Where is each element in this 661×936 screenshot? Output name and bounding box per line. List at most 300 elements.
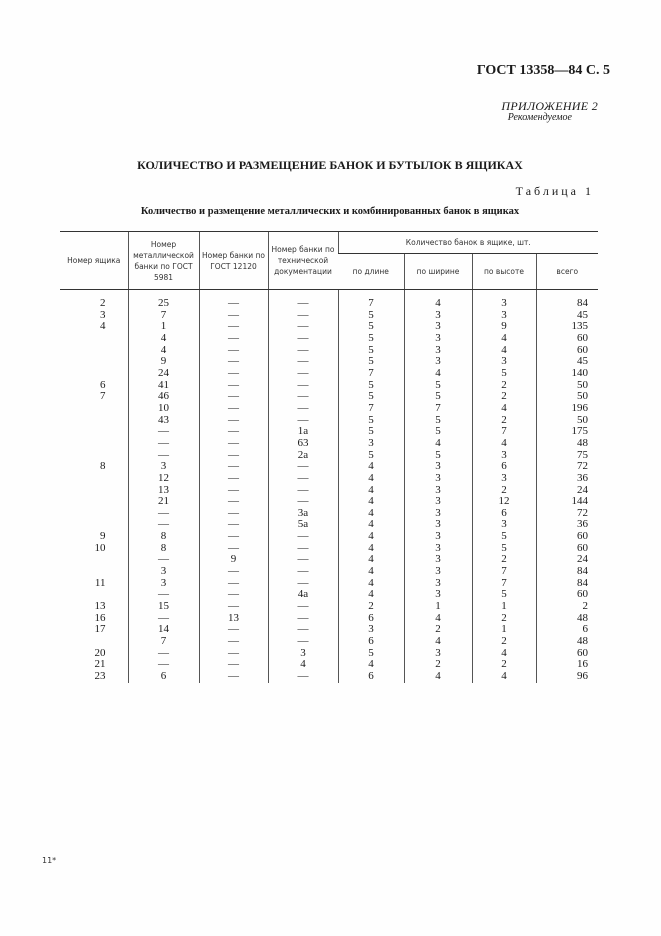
- cell-box-number: 21: [94, 658, 106, 671]
- cell-techdoc: —: [268, 566, 338, 578]
- cell-gost5981: —: [128, 589, 199, 601]
- cell-total: 45: [536, 356, 598, 368]
- table-row: [60, 380, 598, 392]
- cell-width: 4: [404, 368, 472, 380]
- cell-gost12120: —: [199, 496, 268, 508]
- table-row: [60, 473, 598, 485]
- table-caption: Количество и размещение металлических и комбинированных банок в ящиках: [140, 206, 520, 217]
- cell-box-number: [60, 473, 128, 485]
- cell-height: 2: [472, 380, 536, 392]
- cell-width: 3: [404, 566, 472, 578]
- cell-gost5981: —: [128, 426, 199, 438]
- cell-height: 4: [472, 438, 536, 450]
- table-row: [60, 496, 598, 508]
- cell-height: 4: [472, 648, 536, 660]
- cell-height: 1: [472, 601, 536, 613]
- cell-box-number: 8: [100, 460, 106, 473]
- cell-gost12120: 13: [199, 613, 268, 625]
- cell-total: 196: [536, 403, 598, 415]
- cell-box-number: [60, 566, 128, 578]
- table-row: [60, 659, 598, 671]
- cell-length: 6: [338, 636, 404, 648]
- cell-gost12120: —: [199, 426, 268, 438]
- cell-techdoc: —: [268, 496, 338, 508]
- cell-gost12120: —: [199, 601, 268, 613]
- cell-techdoc: —: [268, 461, 338, 473]
- cell-length: 4: [338, 659, 404, 671]
- table-row: [60, 450, 598, 462]
- cell-box-number: [60, 415, 128, 427]
- cell-gost5981: 12: [128, 473, 199, 485]
- cell-height: 6: [472, 508, 536, 520]
- cell-length: 4: [338, 543, 404, 555]
- cell-total: 144: [536, 496, 598, 508]
- cell-techdoc: 1а: [268, 426, 338, 438]
- cell-box-number: 3: [100, 308, 106, 321]
- cell-gost5981: 14: [128, 624, 199, 636]
- header-techdoc: Номер банки по технической документации: [268, 232, 338, 290]
- table-row: [60, 485, 598, 497]
- cell-width: 3: [404, 531, 472, 543]
- cell-box-number: 16: [94, 611, 106, 624]
- cell-length: 6: [338, 613, 404, 625]
- cell-height: 5: [472, 589, 536, 601]
- cell-gost5981: 21: [128, 496, 199, 508]
- cell-total: 140: [536, 368, 598, 380]
- cell-length: 7: [338, 298, 404, 310]
- cell-total: 48: [536, 636, 598, 648]
- cell-height: 5: [472, 531, 536, 543]
- cell-box-number: [60, 333, 128, 345]
- table-row: [60, 578, 598, 590]
- cell-length: 5: [338, 450, 404, 462]
- table-row: [60, 321, 598, 333]
- page-footer-mark: 11*: [42, 856, 57, 865]
- cell-length: 5: [338, 333, 404, 345]
- cell-box-number: [60, 345, 128, 357]
- cell-gost5981: 1: [128, 321, 199, 333]
- table-row: [60, 671, 598, 683]
- cell-total: 36: [536, 519, 598, 531]
- cell-box-number: [60, 356, 128, 368]
- cell-box-number: 2: [100, 297, 106, 309]
- cell-techdoc: 2а: [268, 450, 338, 462]
- table-row: [60, 543, 598, 555]
- cell-length: 4: [338, 531, 404, 543]
- header-quantity-group: Количество банок в ящике, шт.: [338, 232, 598, 254]
- cell-total: 135: [536, 321, 598, 333]
- cell-techdoc: 4а: [268, 589, 338, 601]
- cell-height: 5: [472, 368, 536, 380]
- cell-total: 45: [536, 310, 598, 322]
- cell-width: 4: [404, 671, 472, 683]
- cell-techdoc: —: [268, 356, 338, 368]
- cell-length: 4: [338, 578, 404, 590]
- cell-gost12120: —: [199, 648, 268, 660]
- cell-techdoc: 3а: [268, 508, 338, 520]
- cell-height: 4: [472, 345, 536, 357]
- cell-box-number: [60, 508, 128, 520]
- cell-width: 1: [404, 601, 472, 613]
- table-row: [60, 589, 598, 601]
- cell-techdoc: —: [268, 543, 338, 555]
- cell-height: 2: [472, 636, 536, 648]
- cell-box-number: 13: [94, 600, 106, 613]
- cell-length: 5: [338, 380, 404, 392]
- cell-width: 3: [404, 485, 472, 497]
- cell-length: 4: [338, 461, 404, 473]
- header-width: по ширине: [404, 254, 472, 290]
- cell-width: 5: [404, 415, 472, 427]
- table-row: [60, 508, 598, 520]
- cell-height: 7: [472, 578, 536, 590]
- cell-box-number: [60, 636, 128, 648]
- cell-width: 2: [404, 659, 472, 671]
- cell-height: 2: [472, 613, 536, 625]
- table-row: [60, 601, 598, 613]
- cell-gost5981: 8: [128, 543, 199, 555]
- cell-box-number: [60, 496, 128, 508]
- cell-gost12120: —: [199, 461, 268, 473]
- cell-gost5981: 43: [128, 415, 199, 427]
- cell-box-number: [60, 554, 128, 566]
- cell-techdoc: —: [268, 298, 338, 310]
- cell-box-number: 10: [94, 541, 106, 554]
- cell-gost12120: —: [199, 310, 268, 322]
- cell-height: 7: [472, 426, 536, 438]
- cell-length: 2: [338, 601, 404, 613]
- cell-gost5981: —: [128, 519, 199, 531]
- table-row: [60, 566, 598, 578]
- cell-gost12120: —: [199, 671, 268, 683]
- table-number-label: Таблица 1: [515, 184, 594, 198]
- cell-height: 3: [472, 298, 536, 310]
- cell-height: 3: [472, 356, 536, 368]
- cell-width: 3: [404, 554, 472, 566]
- cell-techdoc: —: [268, 485, 338, 497]
- cell-gost12120: —: [199, 298, 268, 310]
- table-row: [60, 426, 598, 438]
- cell-box-number: [60, 485, 128, 497]
- table-row: [60, 461, 598, 473]
- table-row: [60, 438, 598, 450]
- cell-gost5981: 4: [128, 345, 199, 357]
- cell-gost12120: —: [199, 368, 268, 380]
- cell-techdoc: —: [268, 403, 338, 415]
- cell-gost5981: —: [128, 648, 199, 660]
- cell-gost5981: —: [128, 659, 199, 671]
- cell-length: 5: [338, 310, 404, 322]
- table-row: [60, 403, 598, 415]
- cell-techdoc: —: [268, 601, 338, 613]
- cell-height: 2: [472, 391, 536, 403]
- cell-height: 7: [472, 566, 536, 578]
- cell-gost12120: —: [199, 391, 268, 403]
- cell-gost12120: —: [199, 659, 268, 671]
- cell-width: 3: [404, 543, 472, 555]
- cell-width: 4: [404, 298, 472, 310]
- cell-gost12120: —: [199, 403, 268, 415]
- cell-techdoc: —: [268, 345, 338, 357]
- cell-gost12120: —: [199, 321, 268, 333]
- cell-techdoc: —: [268, 531, 338, 543]
- cell-total: 84: [536, 578, 598, 590]
- cell-techdoc: 5а: [268, 519, 338, 531]
- cell-length: 4: [338, 554, 404, 566]
- cell-box-number: 11: [94, 576, 106, 589]
- cell-total: 84: [536, 298, 598, 310]
- cell-height: 5: [472, 543, 536, 555]
- cell-length: 5: [338, 415, 404, 427]
- cell-box-number: 4: [100, 320, 106, 333]
- cell-height: 2: [472, 659, 536, 671]
- cell-height: 2: [472, 415, 536, 427]
- cell-techdoc: —: [268, 473, 338, 485]
- cell-length: 4: [338, 496, 404, 508]
- cell-width: 3: [404, 356, 472, 368]
- appendix-note: Рекомендуемое: [507, 112, 572, 123]
- cell-gost12120: —: [199, 450, 268, 462]
- cell-gost12120: —: [199, 415, 268, 427]
- cell-gost5981: 3: [128, 566, 199, 578]
- cell-height: 3: [472, 519, 536, 531]
- cell-gost12120: —: [199, 624, 268, 636]
- cell-length: 5: [338, 345, 404, 357]
- table-row: [60, 636, 598, 648]
- cell-box-number: 9: [100, 530, 106, 543]
- table-row: [60, 356, 598, 368]
- cell-height: 2: [472, 485, 536, 497]
- cell-total: 50: [536, 380, 598, 392]
- header-gost5981: Номер металлической банки по ГОСТ 5981: [128, 232, 199, 290]
- cell-techdoc: —: [268, 415, 338, 427]
- cell-gost12120: —: [199, 519, 268, 531]
- cell-total: 16: [536, 659, 598, 671]
- cell-total: 48: [536, 438, 598, 450]
- cell-width: 3: [404, 473, 472, 485]
- cell-total: 84: [536, 566, 598, 578]
- table-body: [60, 290, 598, 683]
- cell-box-number: [60, 368, 128, 380]
- cell-height: 2: [472, 554, 536, 566]
- cell-width: 3: [404, 589, 472, 601]
- cell-gost5981: 10: [128, 403, 199, 415]
- cell-gost5981: 3: [128, 461, 199, 473]
- cell-total: 24: [536, 554, 598, 566]
- cell-gost5981: 7: [128, 310, 199, 322]
- cell-gost12120: —: [199, 578, 268, 590]
- cell-techdoc: —: [268, 624, 338, 636]
- cell-total: 60: [536, 345, 598, 357]
- cell-gost12120: 9: [199, 554, 268, 566]
- cell-gost5981: 6: [128, 671, 199, 683]
- cell-height: 4: [472, 333, 536, 345]
- cell-total: 48: [536, 613, 598, 625]
- cell-width: 3: [404, 321, 472, 333]
- cell-techdoc: —: [268, 636, 338, 648]
- cell-gost12120: —: [199, 473, 268, 485]
- cell-width: 2: [404, 624, 472, 636]
- cell-width: 5: [404, 391, 472, 403]
- section-title: КОЛИЧЕСТВО И РАЗМЕЩЕНИЕ БАНОК И БУТЫЛОК В ЯЩИКАХ: [137, 158, 523, 172]
- cell-box-number: 23: [94, 670, 106, 682]
- cell-total: 60: [536, 543, 598, 555]
- cell-gost5981: 25: [128, 298, 199, 310]
- cell-gost5981: 15: [128, 601, 199, 613]
- cell-height: 3: [472, 450, 536, 462]
- cell-width: 3: [404, 310, 472, 322]
- cell-techdoc: —: [268, 554, 338, 566]
- cell-height: 3: [472, 473, 536, 485]
- cell-width: 4: [404, 613, 472, 625]
- cell-length: 4: [338, 508, 404, 520]
- cell-total: 50: [536, 391, 598, 403]
- cell-gost12120: —: [199, 438, 268, 450]
- header-length: по длине: [338, 254, 404, 290]
- cell-width: 3: [404, 578, 472, 590]
- cell-techdoc: —: [268, 613, 338, 625]
- table-spacer-row: [60, 290, 598, 299]
- cell-gost5981: 7: [128, 636, 199, 648]
- cell-total: 72: [536, 461, 598, 473]
- cell-gost5981: —: [128, 438, 199, 450]
- cell-width: 4: [404, 438, 472, 450]
- header-total: всего: [536, 254, 598, 290]
- cell-length: 5: [338, 648, 404, 660]
- table-row: [60, 519, 598, 531]
- cell-gost5981: 13: [128, 485, 199, 497]
- cell-total: 72: [536, 508, 598, 520]
- cell-box-number: [60, 589, 128, 601]
- cell-techdoc: —: [268, 391, 338, 403]
- cell-gost5981: 8: [128, 531, 199, 543]
- cell-gost5981: 24: [128, 368, 199, 380]
- cell-total: 96: [536, 671, 598, 683]
- cell-techdoc: —: [268, 333, 338, 345]
- cell-gost5981: 9: [128, 356, 199, 368]
- header-box-number: Номер ящика: [60, 232, 128, 290]
- cell-length: 4: [338, 589, 404, 601]
- cell-gost5981: —: [128, 508, 199, 520]
- table-row: [60, 333, 598, 345]
- cell-length: 4: [338, 566, 404, 578]
- cell-gost5981: —: [128, 613, 199, 625]
- cell-width: 3: [404, 345, 472, 357]
- header-height: по высоте: [472, 254, 536, 290]
- cell-gost12120: —: [199, 531, 268, 543]
- table-row: [60, 531, 598, 543]
- packing-table: [60, 231, 598, 683]
- cell-total: 24: [536, 485, 598, 497]
- cell-length: 7: [338, 403, 404, 415]
- cell-height: 4: [472, 671, 536, 683]
- cell-height: 6: [472, 461, 536, 473]
- cell-box-number: 7: [100, 390, 106, 403]
- table-row: [60, 391, 598, 403]
- cell-width: 3: [404, 648, 472, 660]
- cell-box-number: [60, 438, 128, 450]
- cell-total: 36: [536, 473, 598, 485]
- cell-length: 5: [338, 356, 404, 368]
- cell-total: 75: [536, 450, 598, 462]
- standard-page-header: ГОСТ 13358—84 С. 5: [476, 63, 610, 78]
- cell-length: 5: [338, 426, 404, 438]
- cell-box-number: [60, 403, 128, 415]
- cell-gost5981: 41: [128, 380, 199, 392]
- table-row: [60, 298, 598, 310]
- cell-gost12120: —: [199, 543, 268, 555]
- cell-width: 4: [404, 636, 472, 648]
- cell-box-number: 17: [94, 623, 106, 636]
- cell-techdoc: 63: [268, 438, 338, 450]
- cell-width: 5: [404, 450, 472, 462]
- cell-techdoc: 4: [268, 659, 338, 671]
- cell-height: 1: [472, 624, 536, 636]
- cell-gost5981: 3: [128, 578, 199, 590]
- cell-total: 60: [536, 589, 598, 601]
- cell-length: 4: [338, 485, 404, 497]
- cell-box-number: [60, 519, 128, 531]
- cell-techdoc: —: [268, 380, 338, 392]
- cell-box-number: 20: [94, 646, 106, 659]
- cell-width: 3: [404, 496, 472, 508]
- cell-gost12120: —: [199, 589, 268, 601]
- cell-gost5981: —: [128, 450, 199, 462]
- table-row: [60, 648, 598, 660]
- cell-width: 7: [404, 403, 472, 415]
- cell-height: 4: [472, 403, 536, 415]
- cell-length: 7: [338, 368, 404, 380]
- cell-total: 175: [536, 426, 598, 438]
- cell-techdoc: —: [268, 310, 338, 322]
- cell-box-number: [60, 426, 128, 438]
- table-row: [60, 368, 598, 380]
- cell-gost12120: —: [199, 333, 268, 345]
- cell-length: 3: [338, 438, 404, 450]
- cell-gost5981: 46: [128, 391, 199, 403]
- table-row: [60, 310, 598, 322]
- cell-width: 3: [404, 519, 472, 531]
- table-row: [60, 554, 598, 566]
- cell-width: 5: [404, 380, 472, 392]
- cell-length: 4: [338, 519, 404, 531]
- cell-total: 60: [536, 333, 598, 345]
- cell-techdoc: —: [268, 578, 338, 590]
- cell-gost12120: —: [199, 345, 268, 357]
- cell-techdoc: —: [268, 671, 338, 683]
- cell-width: 5: [404, 426, 472, 438]
- cell-gost12120: —: [199, 566, 268, 578]
- table-row: [60, 613, 598, 625]
- cell-gost5981: 4: [128, 333, 199, 345]
- table-row: [60, 345, 598, 357]
- cell-length: 3: [338, 624, 404, 636]
- table-row: [60, 415, 598, 427]
- cell-box-number: 6: [100, 378, 106, 391]
- cell-gost12120: —: [199, 485, 268, 497]
- cell-techdoc: 3: [268, 648, 338, 660]
- table-row: [60, 624, 598, 636]
- cell-width: 3: [404, 333, 472, 345]
- cell-width: 3: [404, 461, 472, 473]
- appendix-heading: ПРИЛОЖЕНИЕ 2: [501, 99, 598, 113]
- cell-gost12120: —: [199, 636, 268, 648]
- cell-techdoc: —: [268, 321, 338, 333]
- cell-height: 3: [472, 310, 536, 322]
- cell-gost12120: —: [199, 356, 268, 368]
- cell-total: 60: [536, 648, 598, 660]
- cell-width: 3: [404, 508, 472, 520]
